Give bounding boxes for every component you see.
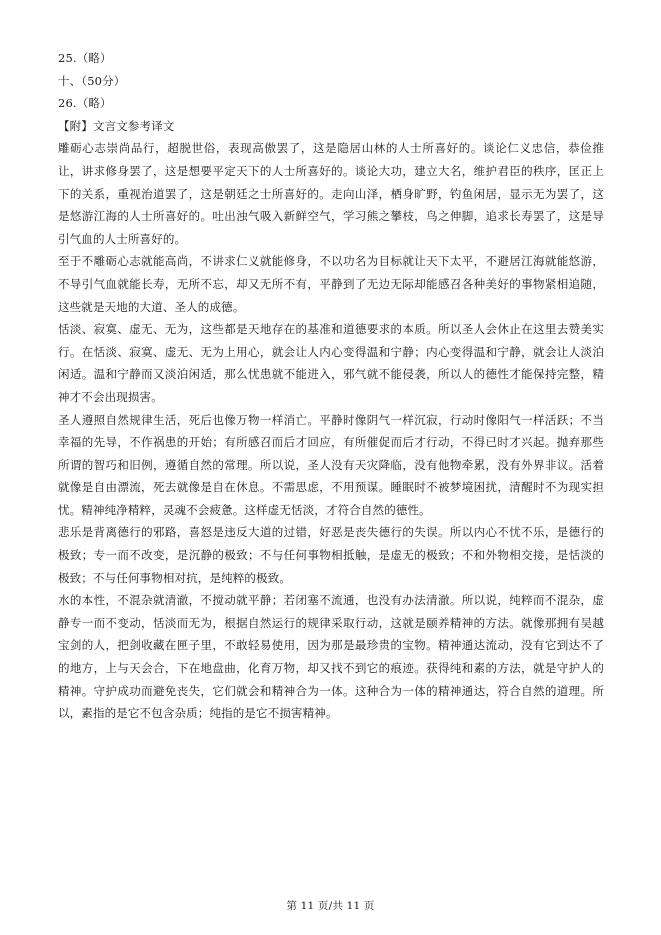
paragraph: 圣人遵照自然规律生活，死后也像万物一样消亡。平静时像阴气一样沉寂，行动时像阳气一样活跃；不当幸福的先导，不作祸患的开始；有所感召而后才回应，有所催促而后才行动，不得已时才兴起。抛弃那些所谓的智巧和旧例，遵循自然的常理。所以说，圣人没有天灾降临，没有他物牵累，没有外界非议。活着就像是自由漂流，死去就像是自在休息。不需思虑，不用预谋。睡眠时不被梦境困扰，清醒时不为现实担忧。精神纯净精粹，灵魂不会疲惫。这样虚无恬淡，才符合自然的德性。	[58, 412, 604, 517]
page-number: 第 11 页/共 11 页	[286, 900, 375, 912]
appendix-title: 【附】文言文参考译文	[58, 118, 175, 133]
paragraph: 恬淡、寂寞、虚无、无为，这些都是天地存在的基准和道德要求的本质。所以圣人会休止在这里去赞美实行。在恬淡、寂寞、虚无、无为上用心，就会让人内心变得温和宁静；内心变得温和宁静，就会让人淡泊闲适。温和宁静而又淡泊闲适，那么忧患就不能进入，邪气就不能侵袭，所以人的德性才能保持完整，精神才不会出现损害。	[58, 322, 604, 404]
item-25: 25.（略）	[58, 51, 112, 65]
paragraph: 水的本性，不混杂就清澈，不搅动就平静；若闭塞不流通，也没有办法清澈。所以说，纯粹而不混杂，虚静专一而不变动，恬淡而无为，根据自然运行的规律采取行动，这就是颐养精神的方法。就像那拥有吴越宝剑的人，把剑收藏在匣子里，不敢轻易使用，因为那是最珍贵的宝物。精神通达流动，没有它到达不了的地方，上与天会合，下在地盘曲，化育万物，却又找不到它的痕迹。获得纯和素的方法，就是守护人的精神。守护成功而避免丧失，它们就会和精神合为一体。这种合为一体的精神通达，符合自然的道理。所以，素指的是它不包含杂质；纯指的是它不损害精神。	[58, 593, 604, 721]
item-26: 26.（略）	[58, 96, 112, 111]
document-body	[58, 47, 604, 725]
section-10-heading: 十、（50分）	[58, 73, 126, 88]
paragraph: 悲乐是背离德行的邪路，喜怒是违反大道的过错，好恶是丧失德行的失误。所以内心不忧不乐，是德行的极致；专一而不改变，是沉静的极致；不与任何事物相抵触，是虚无的极致；不和外物相交接，是恬淡的极致；不与任何事物相对抗，是纯粹的极致。	[58, 525, 604, 585]
translation-text	[58, 137, 604, 724]
paragraph: 雕砺心志崇尚品行，超脱世俗，表现高傲罢了，这是隐居山林的人士所喜好的。谈论仁义忠信，恭俭推让，讲求修身罢了，这是想要平定天下的人士所喜好的。谈论大功，建立大名，维护君臣的秩序，匡正上下的关系，重视治道罢了，这是朝廷之士所喜好的。走向山泽，栖身旷野，钓鱼闲居，显示无为罢了，这是悠游江海的人士所喜好的。吐出浊气吸入新鲜空气，学习熊之攀枝，鸟之伸脚，追求长寿罢了，这是导引气血的人士所喜好的。	[58, 141, 604, 246]
paragraph: 至于不雕砺心志就能高尚，不讲求仁义就能修身，不以功名为目标就让天下太平，不避居江海就能悠游，不导引气血就能长寿，无所不忘，却又无所不有，平静到了无边无际却能感召各种美好的事物紧相追随，这些就是天地的大道、圣人的成德。	[58, 254, 604, 314]
